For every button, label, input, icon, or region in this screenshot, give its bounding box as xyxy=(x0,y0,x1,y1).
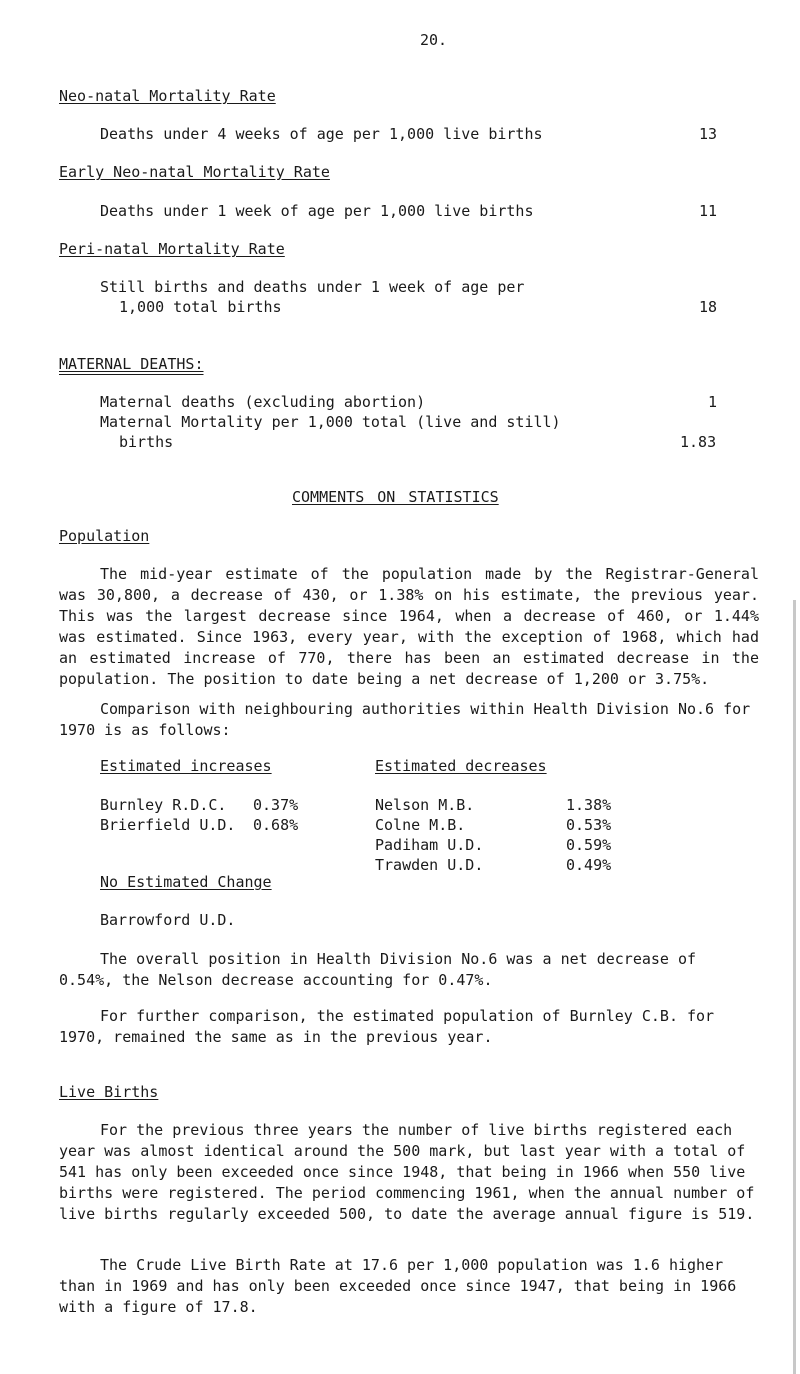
neonatal-label: Deaths under 4 weeks of age per 1,000 live births xyxy=(100,125,543,143)
live-births-paragraph-2: The Crude Live Birth Rate at 17.6 per 1,000 population was 1.6 higher than in 1969 and has only been exceeded once since 1947, that being in 1966 with a figure of 17.8. xyxy=(59,1256,737,1316)
decrease-name: Nelson M.B. xyxy=(375,796,475,814)
comments-heading: COMMENTS ON STATISTICS xyxy=(292,488,499,506)
increase-value: 0.37% xyxy=(253,796,299,814)
page-edge-shadow xyxy=(793,600,796,1374)
increases-heading: Estimated increases xyxy=(100,757,272,775)
page-number: 20. xyxy=(420,31,448,49)
population-paragraph-3: The overall position in Health Division No.6 was a net decrease of 0.54%, the Nelson decrease accounting for 0.47%. xyxy=(59,950,697,989)
early-neonatal-heading: Early Neo-natal Mortality Rate xyxy=(59,163,330,181)
early-neonatal-label: Deaths under 1 week of age per 1,000 live births xyxy=(100,202,534,220)
increase-name: Burnley R.D.C. xyxy=(100,796,227,814)
increase-name: Brierfield U.D. xyxy=(100,816,236,834)
neonatal-heading: Neo-natal Mortality Rate xyxy=(59,87,276,105)
perinatal-heading: Peri-natal Mortality Rate xyxy=(59,240,285,258)
perinatal-value: 18 xyxy=(699,298,718,316)
maternal-heading: MATERNAL DEATHS: xyxy=(59,355,204,373)
decrease-value: 0.59% xyxy=(566,836,612,854)
population-paragraph-1: The mid-year estimate of the population made by the Registrar-General was 30,800, a decrease of 430, or 1.38% on his estimate, the previous year. This was the largest decrease since 1964, when a decrease of 460, or 1.44% was estimated. Since 1963, every year, with the exception of 1968, which had an estimated increase of 770, there has been an estimated decrease in the population. The position to date being a net decrease of 1,200 or 3.75%. xyxy=(59,565,759,688)
population-paragraph-4: For further comparison, the estimated population of Burnley C.B. for 1970, remained the same as in the previous year. xyxy=(59,1007,715,1046)
neonatal-value: 13 xyxy=(699,125,718,143)
population-paragraph-2: Comparison with neighbouring authorities within Health Division No.6 for 1970 is as follows: xyxy=(59,700,751,739)
decrease-value: 0.49% xyxy=(566,856,612,874)
early-neonatal-value: 11 xyxy=(699,202,718,220)
decrease-name: Padiham U.D. xyxy=(375,836,484,854)
decreases-heading: Estimated decreases xyxy=(375,757,547,775)
live-births-heading: Live Births xyxy=(59,1083,159,1101)
maternal-deaths-value: 1 xyxy=(708,393,718,411)
no-change-heading: No Estimated Change xyxy=(100,873,272,891)
perinatal-label-2: 1,000 total births xyxy=(119,298,282,316)
decrease-name: Trawden U.D. xyxy=(375,856,484,874)
maternal-mortality-value: 1.83 xyxy=(680,433,717,451)
decrease-value: 0.53% xyxy=(566,816,612,834)
decrease-value: 1.38% xyxy=(566,796,612,814)
live-births-paragraph-1: For the previous three years the number of live births registered each year was almost identical around the 500 mark, but last year with a total of 541 has only been exceeded once since 1948, that being in 1966 when 550 live births were registered. The period commencing 1961, when the annual number of live births regularly exceeded 500, to date the average annual figure is 519. xyxy=(59,1121,755,1223)
maternal-mortality-label: Maternal Mortality per 1,000 total (live and still) xyxy=(100,413,561,431)
maternal-mortality-label-2: births xyxy=(119,433,174,451)
decrease-name: Colne M.B. xyxy=(375,816,466,834)
no-change-item: Barrowford U.D. xyxy=(100,911,236,929)
perinatal-label-1: Still births and deaths under 1 week of age per xyxy=(100,278,525,296)
maternal-deaths-label: Maternal deaths (excluding abortion) xyxy=(100,393,426,411)
increase-value: 0.68% xyxy=(253,816,299,834)
population-heading: Population xyxy=(59,527,150,545)
